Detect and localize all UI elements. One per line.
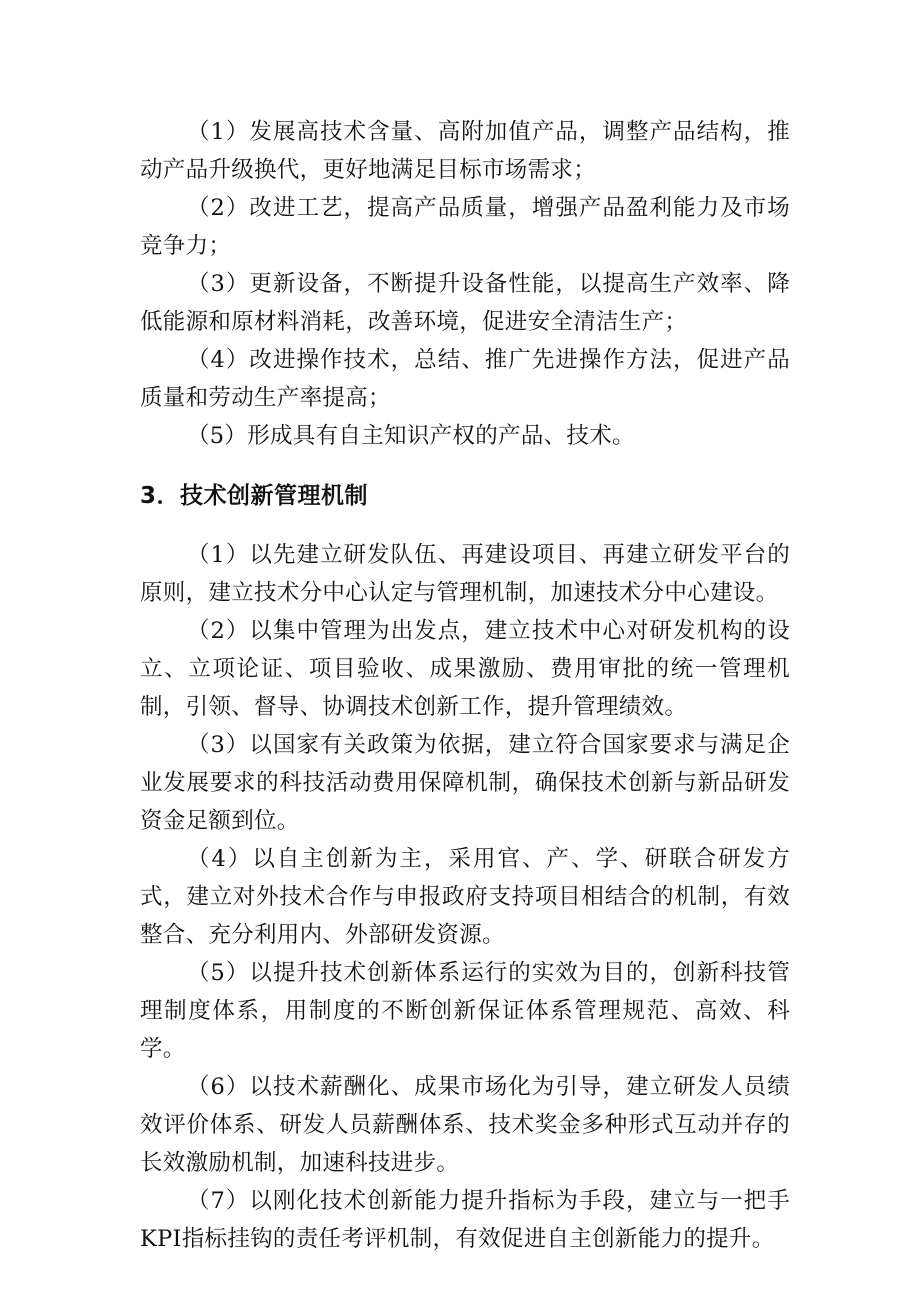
- mechanism-item-3: （3）以国家有关政策为依据，建立符合国家要求与满足企业发展要求的科技活动费用保障机制，确保技术创新与新品研发资金足额到位。: [140, 732, 790, 834]
- mechanism-item-5: （5）以提升技术创新体系运行的实效为目的，创新科技管理制度体系，用制度的不断创新保证体系管理规范、高效、科学。: [140, 960, 790, 1062]
- mechanism-item-6: （6）以技术薪酬化、成果市场化为引导，建立研发人员绩效评价体系、研发人员薪酬体系、技术奖金多种形式互动并存的长效激励机制，加速科技进步。: [140, 1074, 790, 1176]
- goal-item-5: （5）形成具有自主知识产权的产品、技术。: [187, 423, 635, 449]
- mechanism-item-7: （7）以刚化技术创新能力提升指标为手段，建立与一把手KPI指标挂钩的责任考评机制，有效促进自主创新能力的提升。: [140, 1188, 790, 1252]
- mechanism-item-1: （1）以先建立研发队伍、再建设项目、再建立研发平台的原则，建立技术分中心认定与管理机制，加速技术分中心建设。: [140, 542, 790, 606]
- document-body: [140, 113, 790, 1258]
- goal-list: [140, 113, 790, 455]
- mechanism-list: [140, 536, 790, 1258]
- goal-item-1: （1）发展高技术含量、高附加值产品，调整产品结构，推动产品升级换代，更好地满足目标市场需求；: [140, 119, 790, 183]
- section-heading: 3．技术创新管理机制: [140, 483, 369, 509]
- goal-item-4: （4）改进操作技术，总结、推广先进操作方法，促进产品质量和劳动生产率提高；: [140, 347, 790, 411]
- mechanism-item-2: （2）以集中管理为出发点，建立技术中心对研发机构的设立、立项论证、项目验收、成果激励、费用审批的统一管理机制，引领、督导、协调技术创新工作，提升管理绩效。: [140, 618, 790, 720]
- goal-item-3: （3）更新设备，不断提升设备性能，以提高生产效率、降低能源和原材料消耗，改善环境，促进安全清洁生产；: [140, 271, 790, 335]
- goal-item-2: （2）改进工艺，提高产品质量，增强产品盈利能力及市场竞争力；: [140, 195, 790, 259]
- mechanism-item-4: （4）以自主创新为主，采用官、产、学、研联合研发方式，建立对外技术合作与申报政府支持项目相结合的机制，有效整合、充分利用内、外部研发资源。: [140, 846, 790, 948]
